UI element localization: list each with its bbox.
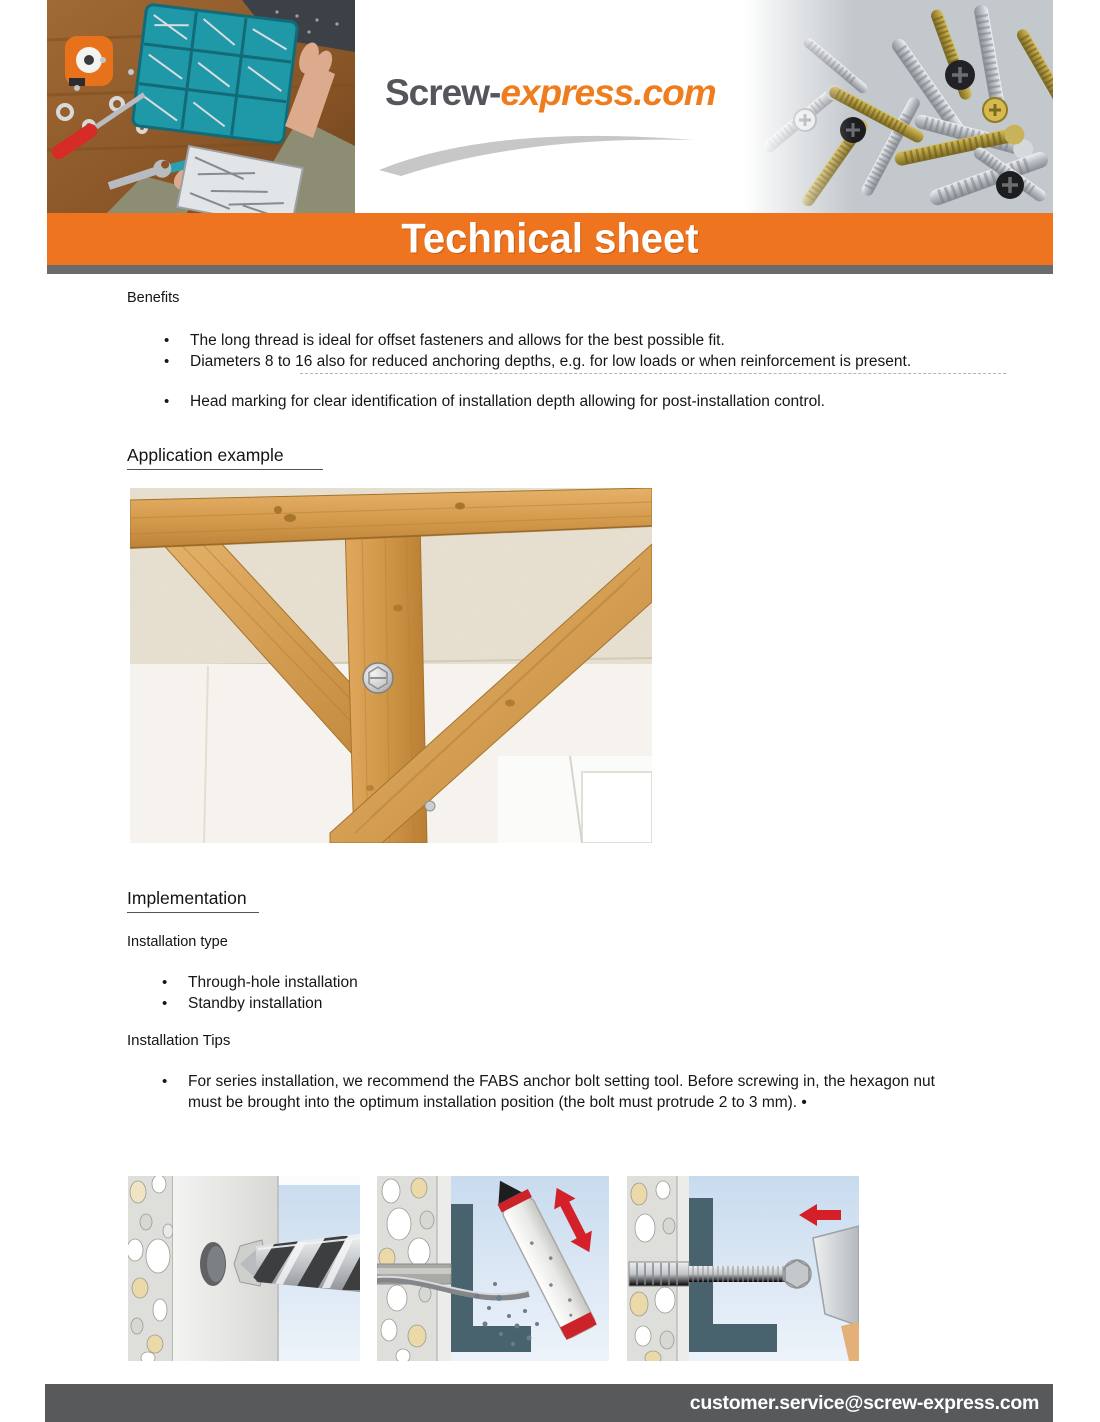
logo-part-orange: express.com (500, 72, 716, 113)
screws-pile-illustration (745, 0, 1053, 213)
wooden-truss-photo-illustration (130, 488, 652, 843)
application-example-heading: Application example (127, 445, 284, 465)
logo-text (385, 72, 716, 114)
logo-part-gray: Screw- (385, 72, 501, 113)
installation-tip-item: • For series installation, we recommend the FABS anchor bolt setting tool. Before screwing in, the hexagon nut must be brought into the optimum installation position (the bolt must protrude 2 to 3 mm). • (188, 1071, 944, 1113)
installation-type-item: • Standby installation (188, 993, 688, 1014)
logo (355, 0, 745, 213)
footer-email: customer.service@screw-express.com (689, 1391, 1039, 1414)
benefit-item: • The long thread is ideal for offset fasteners and allows for the best possible fit. (190, 330, 1060, 351)
scan-artifact-line (300, 373, 1006, 374)
drill-hole-step-image (128, 1176, 360, 1361)
benefits-heading: Benefits (127, 290, 180, 306)
screws-pile-photo (745, 0, 1053, 213)
banner-title: Technical sheet (401, 215, 699, 262)
banner (47, 213, 1053, 265)
benefit-item: • Head marking for clear identification of installation depth allowing for post-installation control. (190, 391, 1060, 412)
clean-hole-step-image (377, 1176, 609, 1361)
implementation-heading: Implementation (127, 888, 247, 908)
logo-swoosh-icon (373, 118, 703, 178)
banner-shadow-bar (47, 265, 1053, 274)
installation-tips-list (188, 1071, 944, 1113)
benefit-item: • Diameters 8 to 16 also for reduced anchoring depths, e.g. for low loads or when reinforcement is present. (190, 351, 1060, 372)
workbench-photo (47, 0, 355, 213)
insert-bolt-step-image (627, 1176, 859, 1361)
application-photo (130, 488, 652, 843)
drill-hole-illustration (128, 1176, 360, 1361)
page-header (47, 0, 1053, 213)
clean-hole-illustration (377, 1176, 609, 1361)
benefits-list (190, 330, 1060, 412)
anchor-bolt-icon (363, 663, 393, 693)
installation-type-item: • Through-hole installation (188, 972, 688, 993)
installation-tips-heading: Installation Tips (127, 1032, 231, 1049)
workbench-photo-illustration (47, 0, 355, 213)
organizer-box-icon (132, 4, 298, 144)
insert-bolt-illustration (627, 1176, 859, 1361)
anchor-sleeve-icon (629, 1262, 689, 1286)
installation-type-heading: Installation type (127, 934, 228, 950)
installation-type-list (188, 972, 688, 1014)
footer-bar (45, 1384, 1053, 1422)
